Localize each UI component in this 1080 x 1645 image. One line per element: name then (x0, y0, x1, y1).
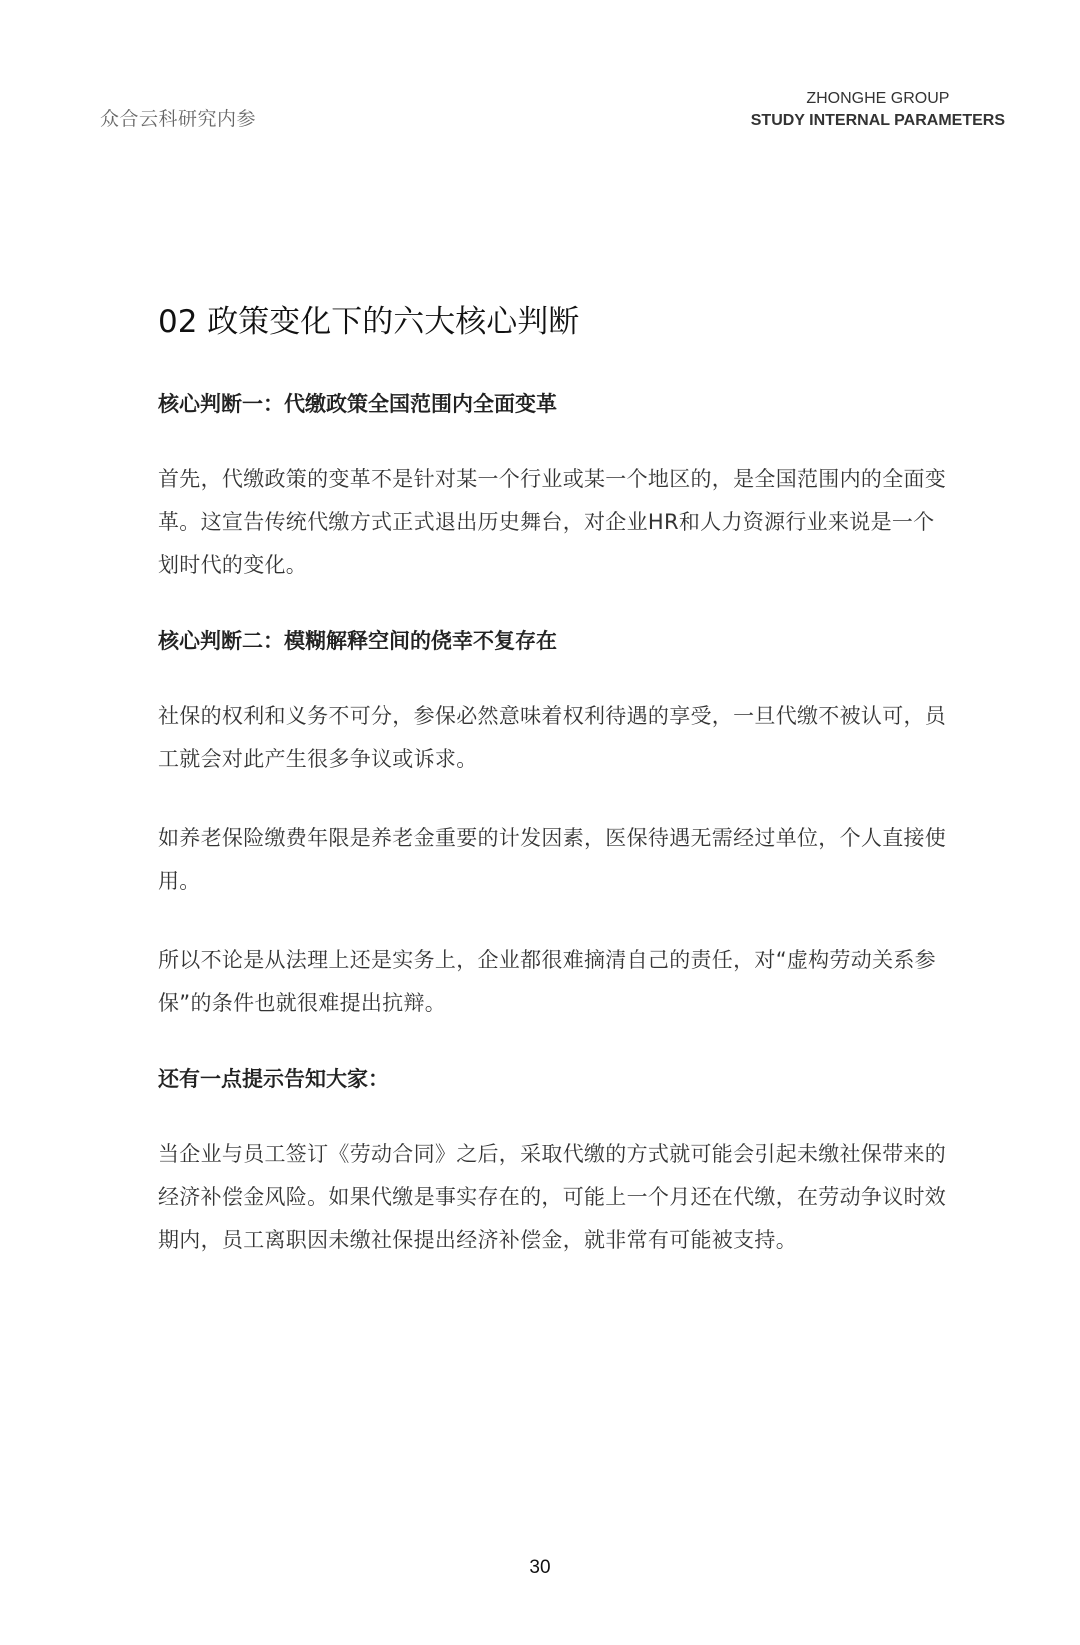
article-body (158, 300, 948, 1298)
publisher-subtitle: STUDY INTERNAL PARAMETERS (750, 112, 1005, 129)
section-title: 02 政策变化下的六大核心判断 (158, 304, 580, 340)
paragraph-1: 首先，代缴政策的变革不是针对某一个行业或某一个地区的，是全国范围内的全面变革。这宣告传统代缴方式正式退出历史舞台，对企业HR和人力资源行业来说是一个划时代的变化。 (158, 467, 947, 577)
publisher-name: ZHONGHE GROUP (806, 90, 950, 107)
publisher-block (751, 88, 1005, 132)
paragraph-5: 当企业与员工签订《劳动合同》之后，采取代缴的方式就可能会引起未缴社保带来的经济补偿金风险。如果代缴是事实存在的，可能上一个月还在代缴，在劳动争议时效期内，员工离职因未缴社保提出经济补偿金，就非常有可能被支持。 (158, 1142, 947, 1252)
paragraph-3: 如养老保险缴费年限是养老金重要的计发因素，医保待遇无需经过单位，个人直接使用。 (158, 826, 947, 893)
publication-title: 众合云科研究内参 (100, 108, 257, 130)
page-number: 30 (529, 1557, 551, 1578)
notice-heading: 还有一点提示告知大家： (158, 1067, 389, 1091)
paragraph-2: 社保的权利和义务不可分，参保必然意味着权利待遇的享受，一旦代缴不被认可，员工就会对此产生很多争议或诉求。 (158, 704, 947, 771)
judgment-heading-1: 核心判断一：代缴政策全国范围内全面变革 (158, 392, 557, 416)
paragraph-4: 所以不论是从法理上还是实务上，企业都很难摘清自己的责任，对“虚构劳动关系参保”的条件也就很难提出抗辩。 (158, 948, 936, 1015)
judgment-heading-2: 核心判断二：模糊解释空间的侥幸不复存在 (158, 629, 557, 653)
